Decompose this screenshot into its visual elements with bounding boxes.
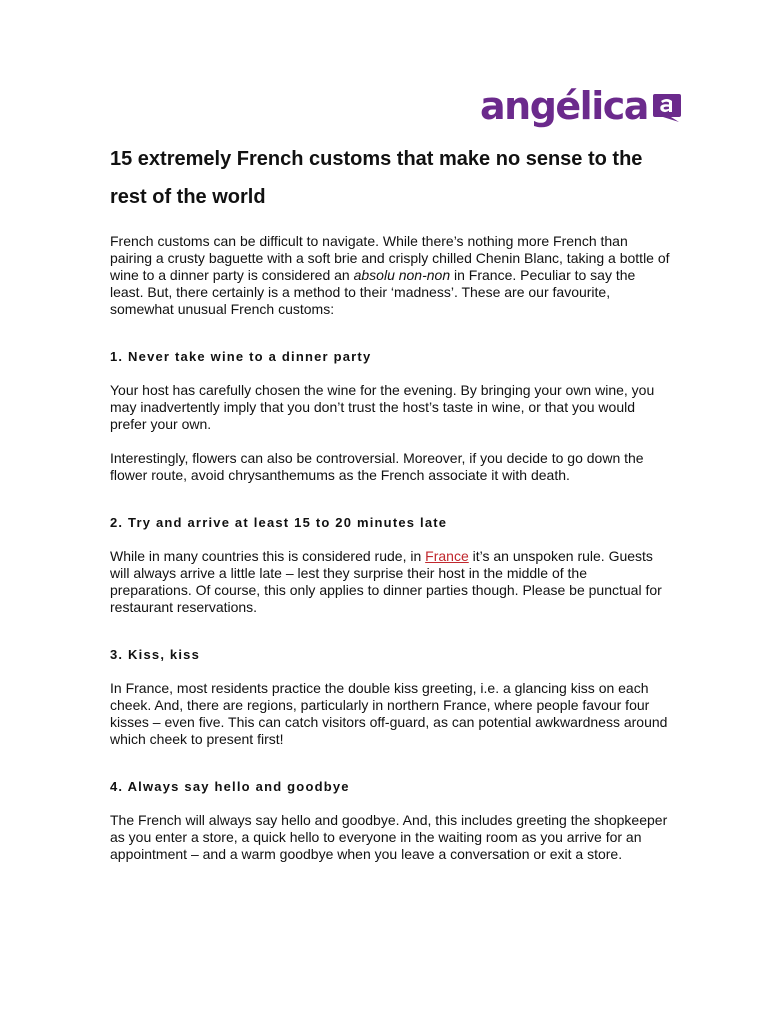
speech-bubble-a-icon: [651, 91, 683, 123]
section-1-paragraph-1: Your host has carefully chosen the wine for the evening. By bringing your own wine, you may inadvertently imply that you don’t trust the host’s taste in wine, or that you would prefer your own.: [110, 382, 655, 432]
section-3-paragraph-1: In France, most residents practice the double kiss greeting, i.e. a glancing kiss on each cheek. And, there are regions, particularly in northern France, where people favour four kisses – even five. This can catch visitors off-guard, as can potential awkwardness around which cheek to present first!: [110, 680, 668, 747]
document-body: [110, 140, 670, 863]
section-2-paragraph-1: [110, 548, 670, 616]
intro-text-b: in France. Peculiar to say the least. But, there certainly is a method to their ‘madness’. These are our favourite, somewhat unusual French customs:: [110, 267, 636, 317]
section-1-heading: 1. Never take wine to a dinner party: [110, 349, 372, 364]
section-2-heading: 2. Try and arrive at least 15 to 20 minutes late: [110, 515, 448, 530]
france-link[interactable]: France: [425, 548, 469, 564]
section-3-heading: 3. Kiss, kiss: [110, 647, 201, 662]
section-4-heading: 4. Always say hello and goodbye: [110, 779, 350, 794]
section-2-text-a: While in many countries this is considered rude, in: [110, 548, 426, 564]
intro-paragraph: [110, 233, 670, 318]
section-1-paragraph-2: Interestingly, flowers can also be controversial. Moreover, if you decide to go down the flower route, avoid chrysanthemums as the French associate it with death.: [110, 450, 644, 483]
section-4-paragraph-1: The French will always say hello and goodbye. And, this includes greeting the shopkeeper as you enter a store, a quick hello to everyone in the waiting room as you arrive for an appointment – and a warm goodbye when you leave a conversation or exit a store.: [110, 812, 668, 862]
intro-text-a: French customs can be difficult to navigate. While there’s nothing more French than pairing a crusty baguette with a soft brie and crisply chilled Chenin Blanc, taking a bottle of wine to a dinner party is considered an: [110, 233, 670, 283]
intro-emphasis: absolu non-non: [353, 267, 451, 283]
section-2-text-b: it’s an unspoken rule. Guests will always arrive a little late – lest they surprise their host in the middle of the preparations. Of course, this only applies to dinner parties though. Please be punctual for restaurant reservations.: [110, 548, 662, 615]
article-title: 15 extremely French customs that make no sense to the rest of the world: [110, 148, 643, 208]
logo-text: angélica: [480, 84, 648, 128]
angelica-logo: [480, 84, 683, 128]
